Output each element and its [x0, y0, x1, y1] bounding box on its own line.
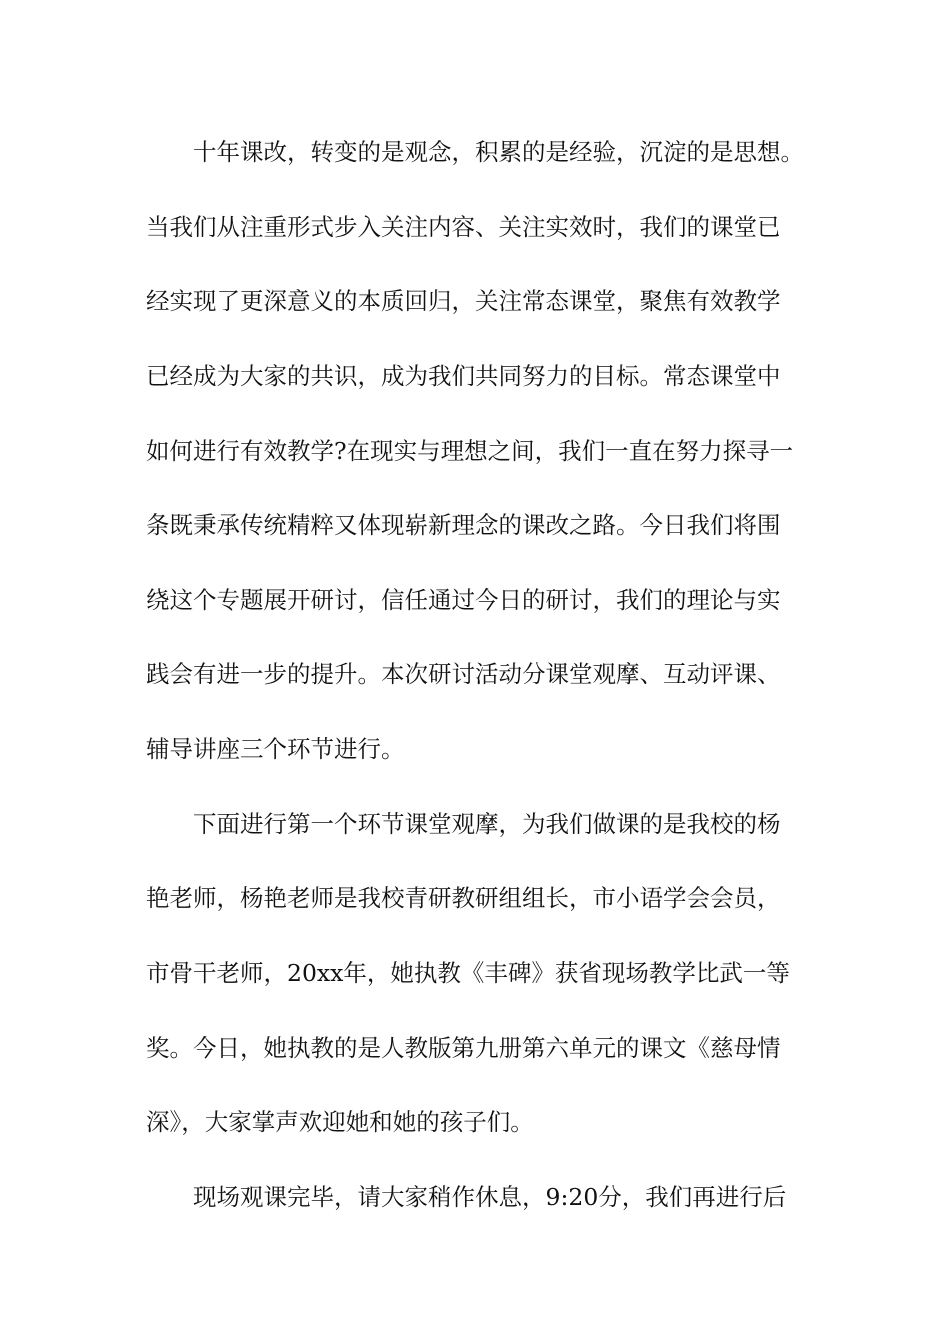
paragraph-3-line-1: 现场观课完毕，请大家稍作休息，9:20分，我们再进行后 — [193, 1183, 787, 1211]
paragraph-1-line-1: 十年课改，转变的是观念，积累的是经验，沉淀的是思想。 — [193, 138, 804, 166]
paragraph-1-line-2: 当我们从注重形式步入关注内容、关注实效时，我们的课堂已 — [146, 213, 781, 241]
paragraph-2-line-1: 下面进行第一个环节课堂观摩，为我们做课的是我校的杨 — [193, 810, 781, 838]
paragraph-1-line-6: 条既秉承传统精粹又体现崭新理念的课改之路。今日我们将围 — [146, 511, 781, 539]
paragraph-1-line-8: 践会有进一步的提升。本次研讨活动分课堂观摩、互动评课、 — [146, 660, 781, 688]
paragraph-1-line-7: 绕这个专题展开研讨，信任通过今日的研讨，我们的理论与实 — [146, 586, 781, 614]
paragraph-1-line-9: 辅导讲座三个环节进行。 — [146, 735, 405, 763]
paragraph-2-line-5: 深》，大家掌声欢迎她和她的孩子们。 — [146, 1108, 534, 1136]
paragraph-2-line-2: 艳老师，杨艳老师是我校青研教研组组长，市小语学会会员， — [146, 884, 781, 912]
paragraph-2-line-4: 奖。今日，她执教的是人教版第九册第六单元的课文《慈母情 — [146, 1034, 781, 1062]
paragraph-1-line-3: 经实现了更深意义的本质回归，关注常态课堂，聚焦有效教学 — [146, 287, 781, 315]
paragraph-2-line-3: 市骨干老师，20xx年，她执教《丰碑》获省现场教学比武一等 — [146, 959, 790, 987]
paragraph-1-line-4: 已经成为大家的共识，成为我们共同努力的目标。常态课堂中 — [146, 362, 781, 390]
paragraph-1-line-5: 如何进行有效教学?在现实与理想之间，我们一直在努力探寻一 — [146, 437, 794, 465]
